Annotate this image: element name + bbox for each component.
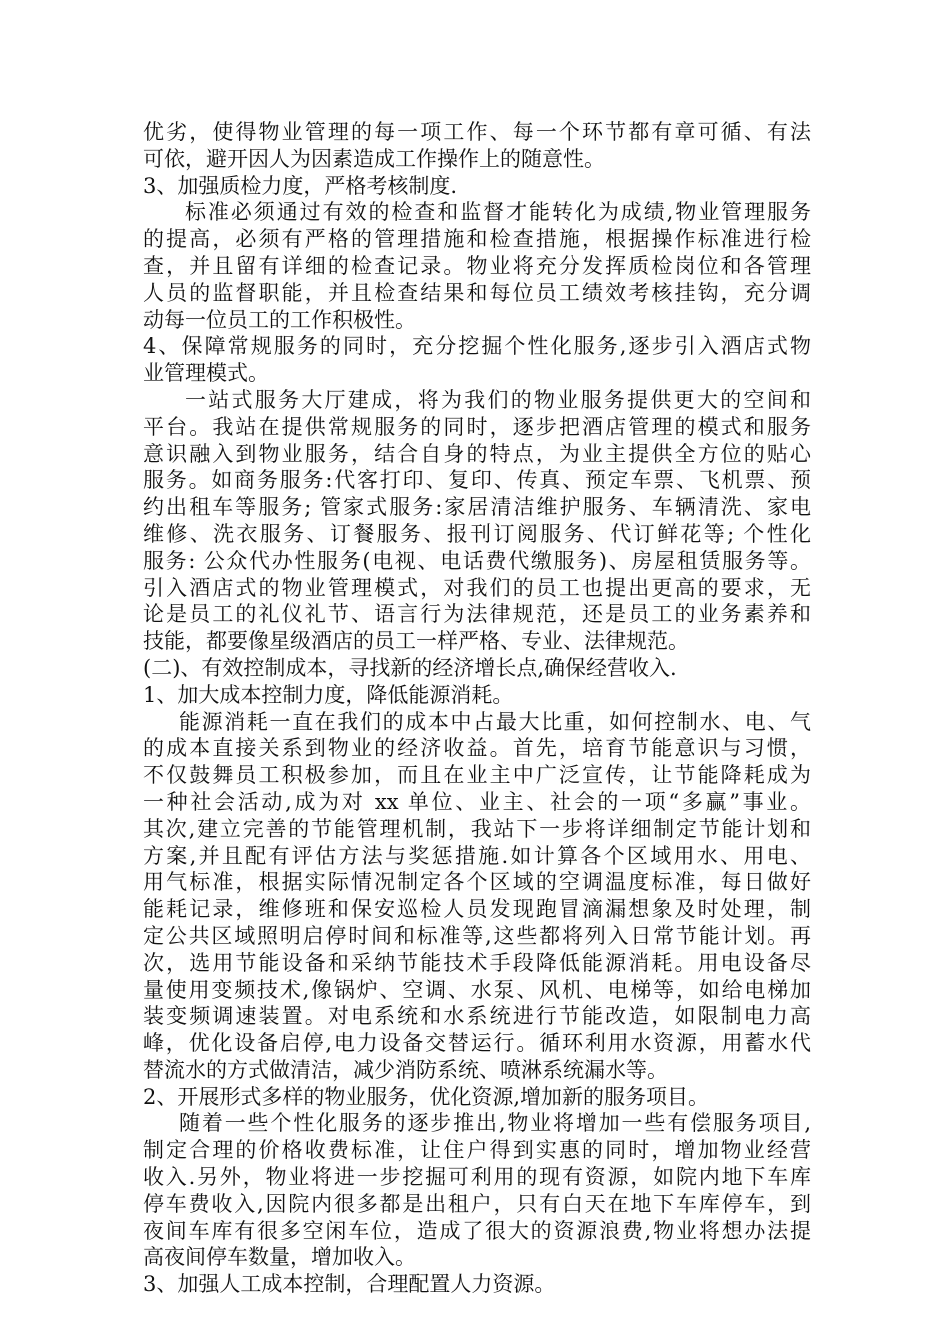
text-line: 峰，优化设备启停,电力设备交替运行。循环利用水资源，用蓄水代 xyxy=(143,1031,811,1056)
text-line: 一站式服务大厅建成，将为我们的物业服务提供更大的空间和 xyxy=(185,387,811,412)
text-line: 人员的监督职能，并且检查结果和每位员工绩效考核挂钩，充分调 xyxy=(143,280,811,305)
text-line: 维修、洗衣服务、订餐服务、报刊订阅服务、代订鲜花等; 个性化 xyxy=(143,521,811,546)
text-line: 论是员工的礼仪礼节、语言行为法律规范，还是员工的业务素养和 xyxy=(143,602,811,627)
text-line: 装变频调速装置。对电系统和水系统进行节能改造，如限制电力高 xyxy=(143,1004,811,1029)
text-line: 停车费收入,因院内很多都是出租户，只有白天在地下车库停车，到 xyxy=(143,1191,811,1216)
text-line: 其次,建立完善的节能管理机制，我站下一步将详细制定节能计划和 xyxy=(143,816,811,841)
section-heading: 3、加强质检力度，严格考核制度. xyxy=(143,173,458,198)
text-line: 一种社会活动,成为对 xx 单位、业主、社会的一项“多赢”事业。 xyxy=(143,789,811,814)
text-line: 的提高，必须有严格的管理措施和检查措施，根据操作标准进行检 xyxy=(143,227,811,252)
section-heading: 3、加强人工成本控制，合理配置人力资源。 xyxy=(143,1272,556,1297)
text-line: 替流水的方式做清洁，减少消防系统、喷淋系统漏水等。 xyxy=(143,1057,668,1082)
text-line: 次，选用节能设备和采纳节能技术手段降低能源消耗。用电设备尽 xyxy=(143,950,811,975)
text-line: 随着一些个性化服务的逐步推出,物业将增加一些有偿服务项目, xyxy=(179,1111,811,1136)
section-heading: 1、加大成本控制力度，降低能源消耗。 xyxy=(143,682,514,707)
text-line: 标准必须通过有效的检查和监督才能转化为成绩,物业管理服务 xyxy=(185,200,811,225)
text-line: 能源消耗一直在我们的成本中占最大比重，如何控制水、电、气 xyxy=(179,709,811,734)
section-heading: 业管理模式。 xyxy=(143,361,269,386)
document-body xyxy=(143,119,811,1298)
text-line: 制定合理的价格收费标准，让住户得到实惠的同时，增加物业经营 xyxy=(143,1138,811,1163)
text-line: 平台。我站在提供常规服务的同时，逐步把酒店管理的模式和服务 xyxy=(143,414,811,439)
text-line: 收入.另外，物业将进一步挖掘可利用的现有资源，如院内地下车库 xyxy=(143,1165,811,1190)
text-line: 不仅鼓舞员工积极参加，而且在业主中广泛宣传，让节能降耗成为 xyxy=(143,763,811,788)
text-line: 服务。如商务服务:代客打印、复印、传真、预定车票、飞机票、预 xyxy=(143,468,811,493)
text-line: 方案,并且配有评估方法与奖惩措施.如计算各个区域用水、用电、 xyxy=(143,843,811,868)
text-line: 优劣，使得物业管理的每一项工作、每一个环节都有章可循、有法 xyxy=(143,120,811,144)
text-line: 高夜间停车数量，增加收入。 xyxy=(143,1245,416,1270)
text-line: 用气标准，根据实际情况制定各个区域的空调温度标准，每日做好 xyxy=(143,870,811,895)
text-line: 可依，避开因人为因素造成工作操作上的随意性。 xyxy=(143,146,605,171)
section-heading: (二)、有效控制成本，寻找新的经济增长点,确保经营收入. xyxy=(143,655,677,680)
section-heading: 4、保障常规服务的同时，充分挖掘个性化服务,逐步引入酒店式物 xyxy=(143,334,811,359)
text-line: 的成本直接关系到物业的经济收益。首先，培育节能意识与习惯， xyxy=(143,736,811,761)
text-line: 动每一位员工的工作积极性。 xyxy=(143,307,416,332)
text-line: 定公共区域照明启停时间和标准等,这些都将列入日常节能计划。再 xyxy=(143,923,811,948)
section-heading: 2、开展形式多样的物业服务，优化资源,增加新的服务项目。 xyxy=(143,1084,710,1109)
text-line: 夜间车库有很多空闲车位，造成了很大的资源浪费,物业将想办法提 xyxy=(143,1218,811,1243)
text-line: 约出租车等服务; 管家式服务:家居清洁维护服务、车辆清洗、家电 xyxy=(143,495,811,520)
text-line: 查，并且留有详细的检查记录。物业将充分发挥质检岗位和各管理 xyxy=(143,253,811,278)
text-line: 技能，都要像星级酒店的员工一样严格、专业、法律规范。 xyxy=(143,629,689,654)
text-line: 引入酒店式的物业管理模式，对我们的员工也提出更高的要求，无 xyxy=(143,575,811,600)
text-line: 服务: 公众代办性服务(电视、电话费代缴服务)、房屋租赁服务等。 xyxy=(143,548,811,573)
text-line: 意识融入到物业服务，结合自身的特点，为业主提供全方位的贴心 xyxy=(143,441,811,466)
text-line: 量使用变频技术,像锅炉、空调、水泵、风机、电梯等，如给电梯加 xyxy=(143,977,811,1002)
text-line: 能耗记录，维修班和保安巡检人员发现跑冒滴漏想象及时处理，制 xyxy=(143,897,811,922)
